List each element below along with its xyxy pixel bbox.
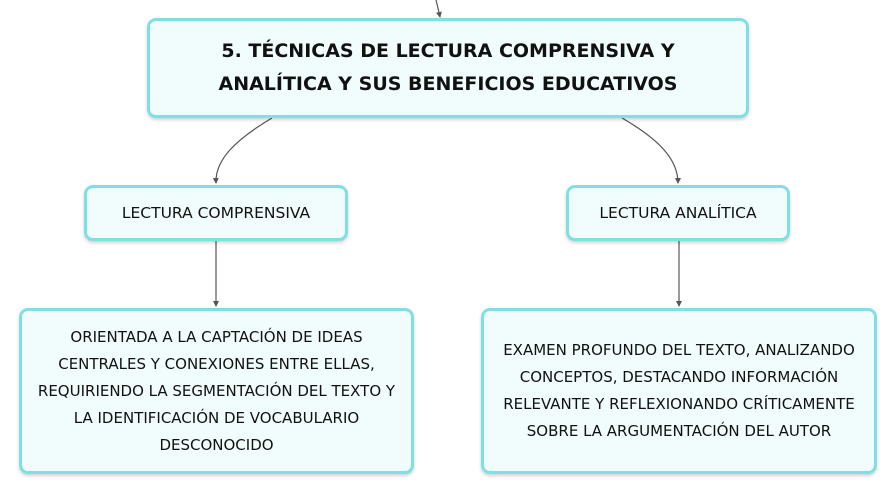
topic-label-lectura-comprensiva: LECTURA COMPRENSIVA <box>121 204 311 222</box>
root-topic-node[interactable] <box>147 18 749 118</box>
root-topic-label: 5. TÉCNICAS DE LECTURA COMPRENSIVA Y ANALÍTICA Y SUS BENEFICIOS EDUCATIVOS <box>218 40 678 95</box>
detail-node-lectura-analitica[interactable] <box>481 308 877 474</box>
topic-node-lectura-analitica[interactable] <box>566 185 790 241</box>
topic-node-lectura-comprensiva[interactable] <box>84 185 348 241</box>
detail-text-lectura-analitica: EXAMEN PROFUNDO DEL TEXTO, ANALIZANDO CONCEPTOS, DESTACANDO INFORMACIÓN RELEVANTE Y REFLEXIONANDO CRÍTICAMENTE SOBRE LA ARGUMENTACIÓN DEL AUTOR <box>503 341 855 440</box>
connector-parent-to-root <box>436 0 440 17</box>
detail-text-lectura-comprensiva: ORIENTADA A LA CAPTACIÓN DE IDEAS CENTRALES Y CONEXIONES ENTRE ELLAS, REQUIRIENDO LA SEGMENTACIÓN DEL TEXTO Y LA IDENTIFICACIÓN DE VOCABULARIO DESCONOCIDO <box>37 327 396 454</box>
connector-root-to-left-branch <box>216 118 272 183</box>
connector-root-to-right-branch <box>622 118 678 183</box>
topic-label-lectura-analitica: LECTURA ANALÍTICA <box>599 204 757 222</box>
detail-node-lectura-comprensiva[interactable] <box>19 308 414 474</box>
